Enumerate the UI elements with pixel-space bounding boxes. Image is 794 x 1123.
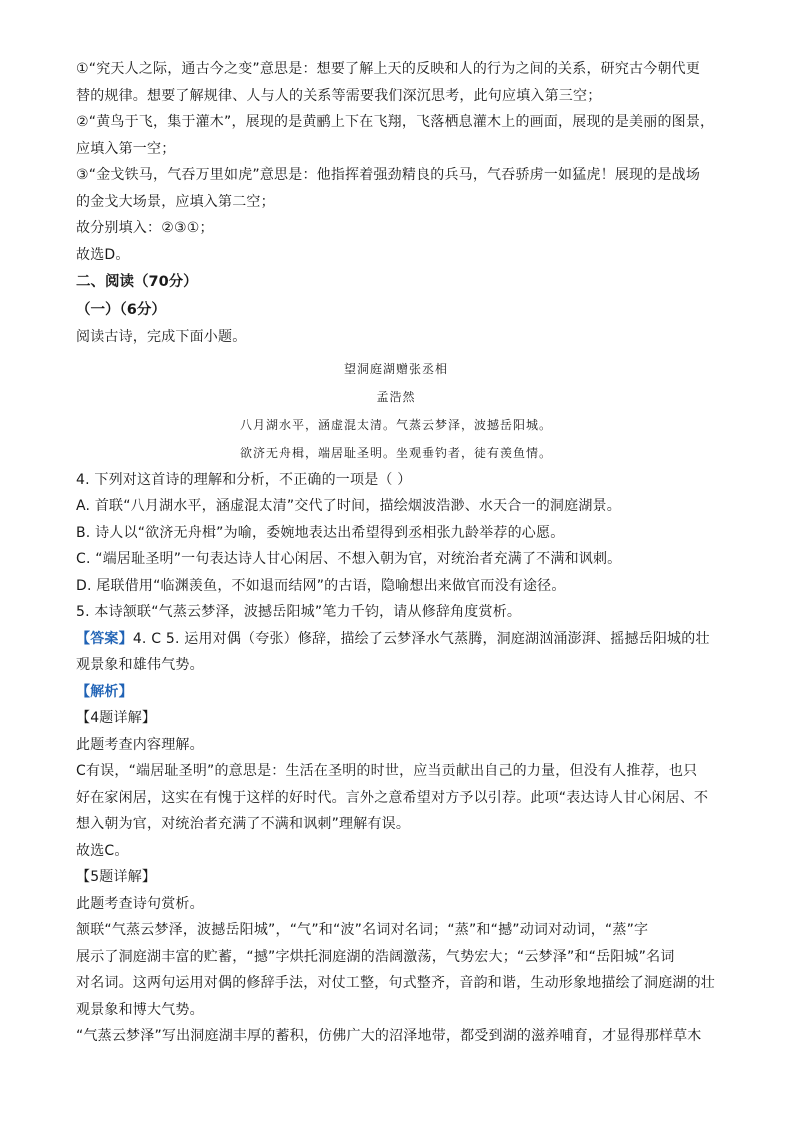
text-line: “气蒸云梦泽”写出洞庭湖丰厚的蓄积，仿佛广大的沼泽地带，都受到湖的滋养哺育，才显得那样草木: [76, 1028, 702, 1044]
instruction: 阅读古诗，完成下面小题。: [76, 329, 247, 345]
poem-line: 欲济无舟楫，端居耻圣明。坐观垂钓者，徒有羡鱼情。: [239, 445, 552, 460]
detail-4: [76, 705, 716, 864]
text-line: 应填入第一空；: [76, 140, 176, 157]
answer-line: 观景象和雄伟气势。: [76, 657, 204, 673]
text-line: 替的规律。想要了解规律、人与人的关系等需要我们深沉思考，此句应填入第三空；: [76, 87, 602, 104]
text-line: ①“究天人之际，通古今之变”意思是：想要了解上天的反映和人的行为之间的关系，研究古今朝代更: [76, 61, 701, 77]
analysis-label: 【解析】: [76, 683, 133, 700]
detail-heading: 【4题详解】: [76, 710, 157, 726]
option-d: D. 尾联借用“临渊羡鱼，不如退而结网”的古语，隐喻想出来做官而没有途径。: [76, 577, 566, 594]
text-line: 好在家闲居，这实在有愧于这样的好时代。言外之意希望对方予以引荐。此项“表达诗人甘心闲居、不: [76, 789, 709, 806]
analysis-paragraphs-top: [76, 56, 716, 268]
poem-title: 望洞庭湖赠张丞相: [343, 361, 448, 376]
option-c: C. “端居耻圣明”一句表达诗人甘心闲居、不想入朝为官，对统治者充满了不满和讽刺。: [76, 551, 622, 567]
option-b: B. 诗人以“欲济无舟楫”为喻，委婉地表达出希望得到丞相张九龄举荐的心愿。: [76, 524, 565, 541]
poem-block: [76, 355, 716, 467]
sub-heading: （一）（6分）: [76, 302, 166, 318]
questions: [76, 467, 716, 626]
answer-line: [76, 626, 716, 653]
text-line: ②“黄鸟于飞，集于灌木”，展现的是黄鹂上下在飞翔，飞落栖息灌木上的画面，展现的是美丽的图景，: [76, 114, 715, 130]
text-line: 对名词。这两句运用对偶的修辞手法，对仗工整，句式整齐，音韵和谐，生动形象地描绘了洞庭湖的壮: [76, 975, 715, 991]
question-4: 4. 下列对这首诗的理解和分析，不正确的一项是（ ）: [76, 471, 412, 488]
text-line: 故选D。: [76, 246, 130, 263]
text-line: 此题考查内容理解。: [76, 736, 204, 753]
document-page: [76, 56, 716, 1050]
option-a: A. 首联“八月湖水平，涵虚混太清”交代了时间，描绘烟波浩渺、水天合一的洞庭湖景。: [76, 498, 621, 514]
section-heading: 二、阅读（70分）: [76, 274, 198, 290]
detail-heading: 【5题详解】: [76, 869, 157, 885]
text-line: ③“金戈铁马，气吞万里如虎”意思是：他指挥着强劲精良的兵马，气吞骄虏一如猛虎！展现的是战场: [76, 167, 701, 183]
answer-block: [76, 626, 716, 706]
text-line: C有误，“端居耻圣明”的意思是：生活在圣明的时世，应当贡献出自己的力量，但没有人推荐，也只: [76, 763, 698, 779]
text-line: 想入朝为官，对统治者充满了不满和讽刺”理解有误。: [76, 816, 411, 832]
detail-5: [76, 864, 716, 1050]
text-line: 故分别填入：②③①；: [76, 220, 214, 236]
question-5: 5. 本诗颔联“气蒸云梦泽，波撼岳阳城”笔力千钧，请从修辞角度赏析。: [76, 604, 522, 620]
text-line: 观景象和博大气势。: [76, 1001, 204, 1018]
text-line: 颔联“气蒸云梦泽，波撼岳阳城”，“气”和“波”名词对名词；“蒸”和“撼”动词对动词，“蒸”字: [76, 922, 649, 938]
answer-text: 4. C 5. 运用对偶（夸张）修辞，描绘了云梦泽水气蒸腾，洞庭湖汹涌澎湃、摇撼岳阳城的壮: [132, 630, 710, 647]
text-line: 展示了洞庭湖丰富的贮蓄，“撼”字烘托洞庭湖的浩阔激荡，气势宏大；“云梦泽”和“岳阳城”名词: [76, 948, 675, 965]
text-line: 此题考查诗句赏析。: [76, 895, 204, 912]
poem-line: 八月湖水平，涵虚混太清。气蒸云梦泽，波撼岳阳城。: [239, 417, 552, 432]
poem-author: 孟浩然: [376, 389, 416, 404]
text-line: 的金戈大场景，应填入第二空；: [76, 193, 275, 210]
answer-label: 【答案】: [76, 630, 133, 647]
text-line: 故选C。: [76, 842, 129, 859]
